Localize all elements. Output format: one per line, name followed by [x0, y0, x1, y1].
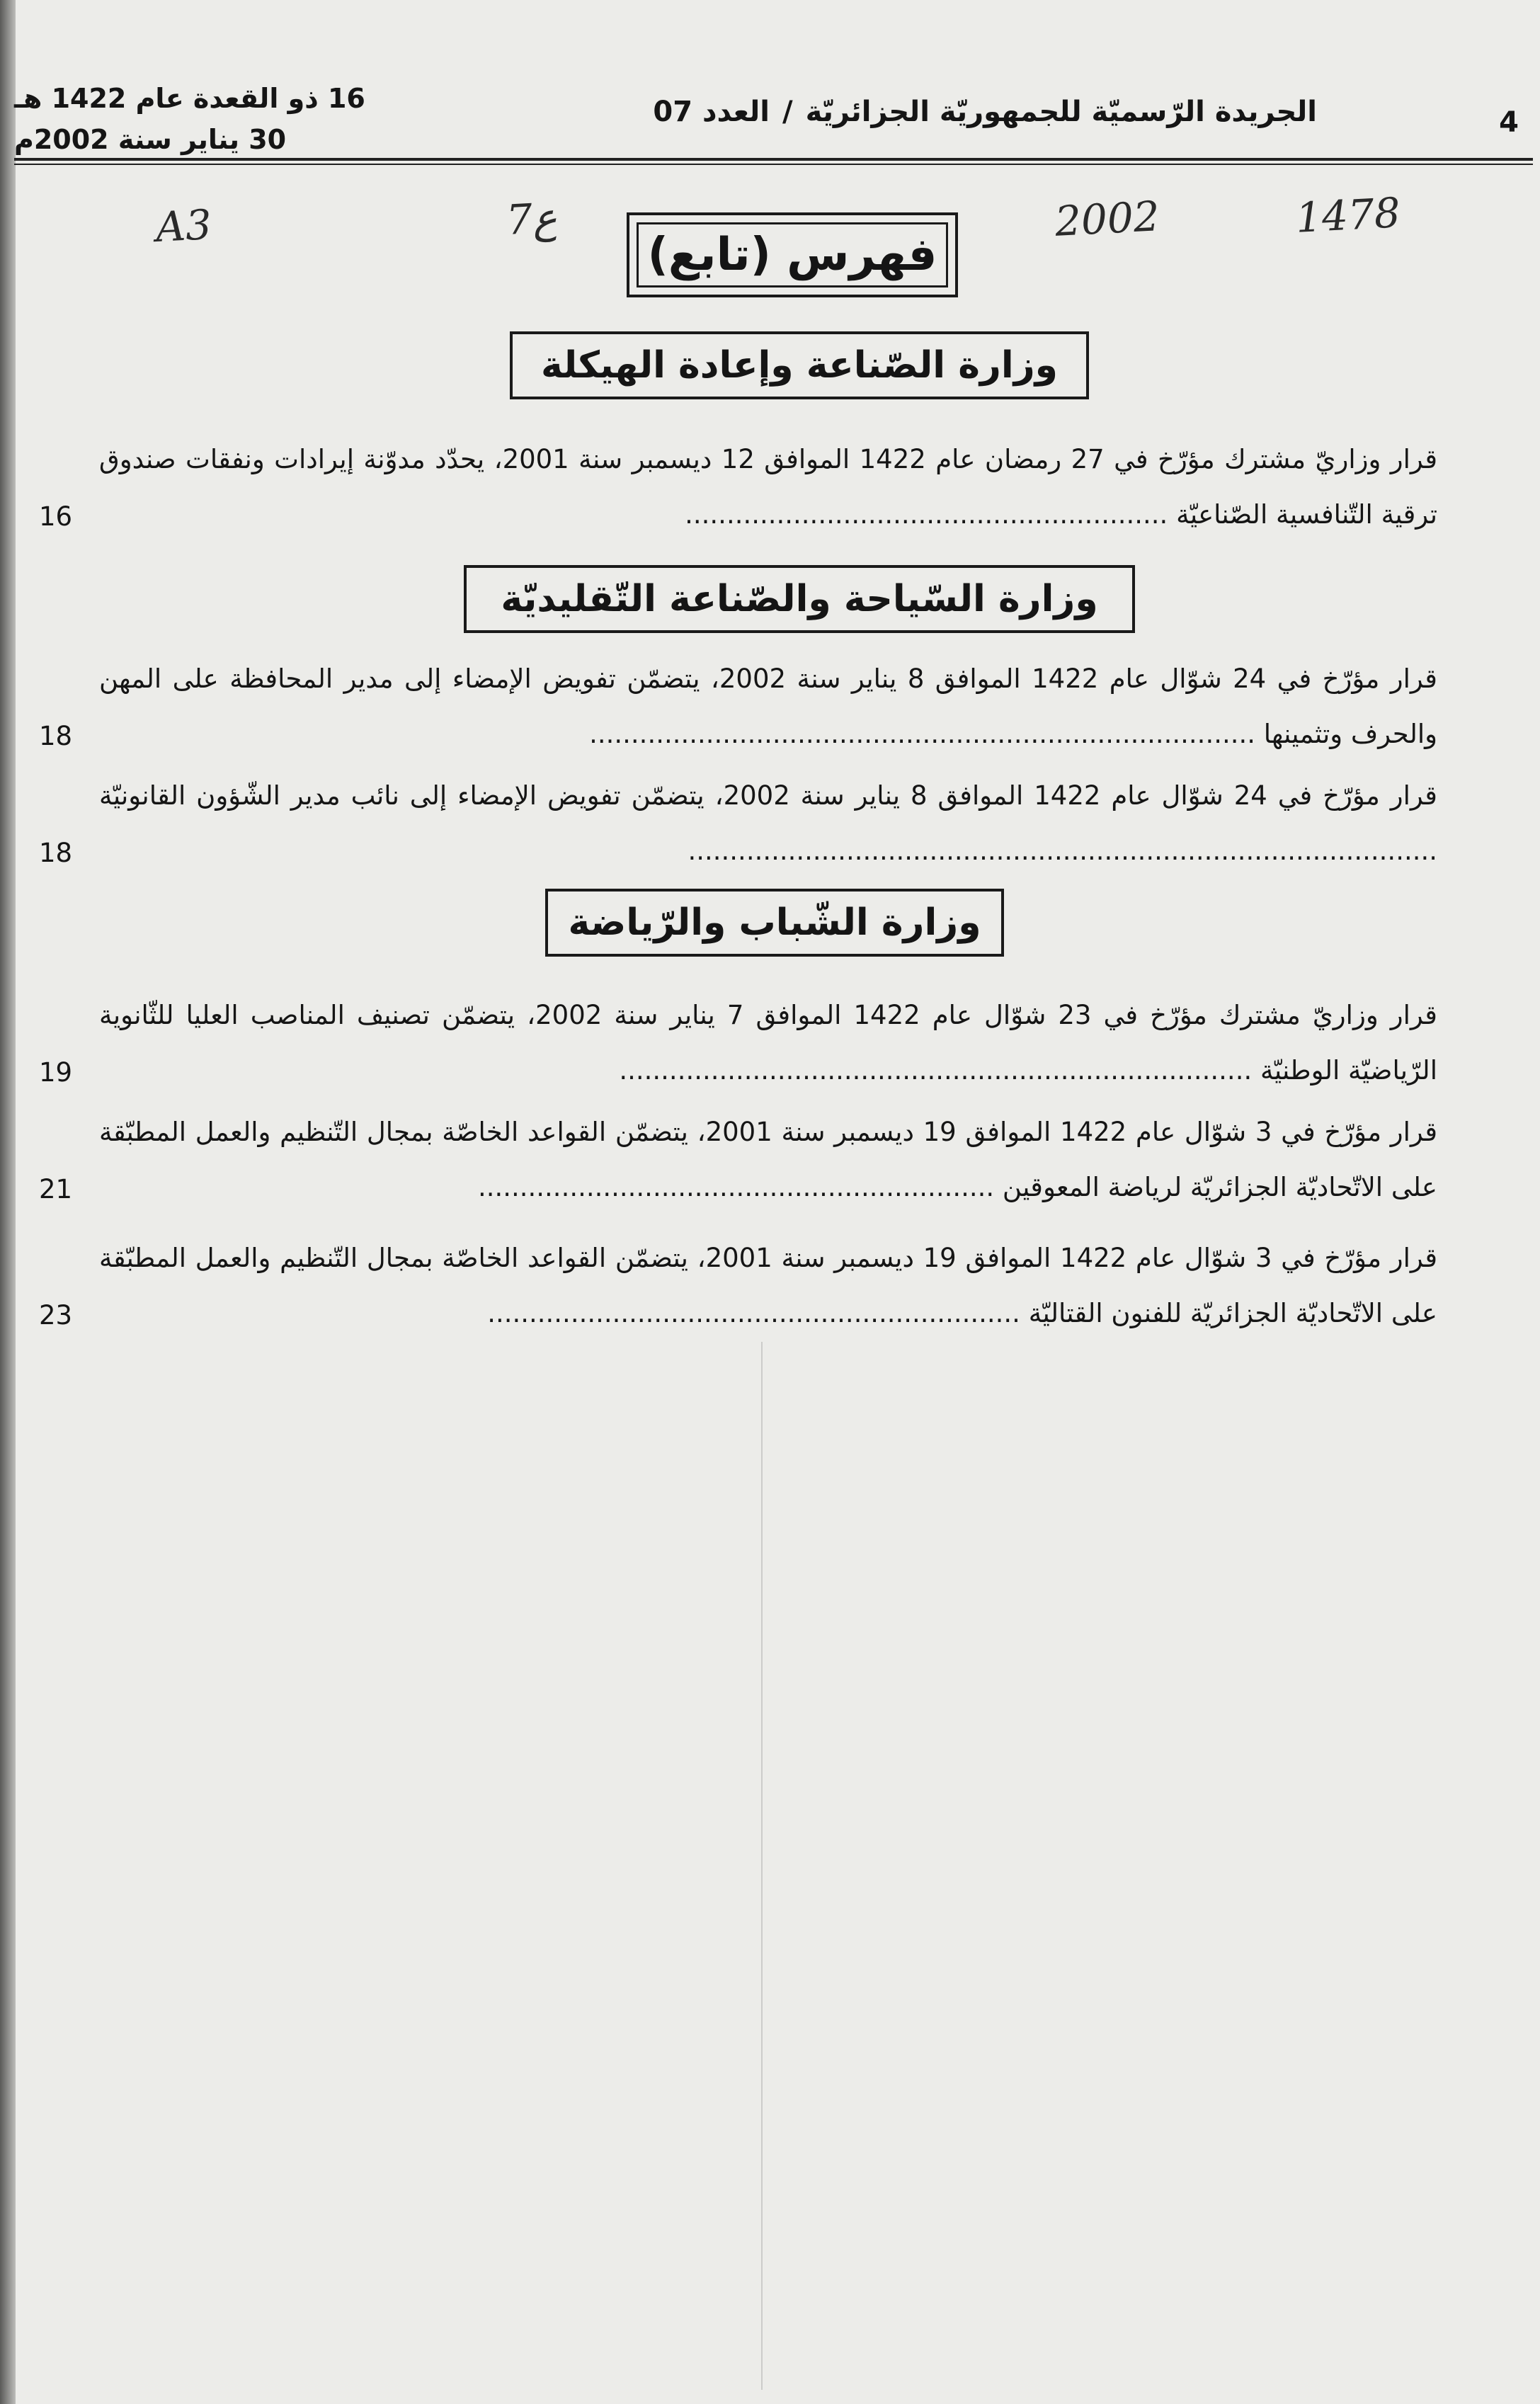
- index-entry: قرار مؤرّخ في 24 شوّال عام 1422 الموافق 8 يناير سنة 2002، يتضمّن تفويض الإمضاء إلى نائب مدير الشّؤون القانونيّة .......................................................................................... 18: [99, 768, 1437, 879]
- running-title: [538, 96, 1317, 128]
- entry-page-number: 19: [39, 1057, 73, 1088]
- entry-text: قرار وزاريّ مشترك مؤرّخ في 23 شوّال عام 1422 الموافق 7 يناير سنة 2002، يتضمّن تصنيف المناصب العليا للثّانوية الرّياضيّة الوطنيّة: [99, 1000, 1437, 1086]
- page-number: 4: [1499, 106, 1519, 139]
- entry-text: قرار مؤرّخ في 24 شوّال عام 1422 الموافق 8 يناير سنة 2002، يتضمّن تفويض الإمضاء إلى نائب مدير الشّؤون القانونيّة: [99, 780, 1437, 811]
- binding-shadow: [0, 0, 16, 2404]
- entry-page-number: 18: [39, 721, 73, 751]
- gregorian-date: 30 يناير سنة 2002م: [14, 124, 287, 155]
- entry-text: قرار مؤرّخ في 24 شوّال عام 1422 الموافق 8 يناير سنة 2002، يتضمّن تفويض الإمضاء إلى مدير المحافظة على المهن والحرف وتثمينها: [99, 663, 1437, 749]
- page-header: [0, 74, 1540, 156]
- hijri-date: 16 ذو القعدة عام 1422 هـ: [14, 83, 365, 114]
- index-entry: قرار مؤرّخ في 3 شوّال عام 1422 الموافق 19 ديسمبر سنة 2001، يتضمّن القواعد الخاصّة بمجال التّنظيم والعمل المطبّقة على الاتّحاديّة الجزائريّة لرياضة المعوقين .............................................................. 21: [99, 1105, 1437, 1215]
- handwritten-note-far-right: 1478: [1294, 188, 1402, 242]
- entry-page-number: 18: [39, 838, 73, 868]
- entry-page-number: 16: [39, 501, 73, 532]
- index-entry: قرار وزاريّ مشترك مؤرّخ في 27 رمضان عام 1422 الموافق 12 ديسمبر سنة 2001، يحدّد مدوّنة إيرادات ونفقات صندوق ترقية التّنافسية الصّناعيّة .......................................................... 16: [99, 432, 1437, 542]
- entry-text: قرار وزاريّ مشترك مؤرّخ في 27 رمضان عام 1422 الموافق 12 ديسمبر سنة 2001، يحدّد مدوّنة إيرادات ونفقات صندوق ترقية التّنافسية الصّناعيّة: [99, 444, 1438, 530]
- bleed-through-divider: [761, 1342, 763, 2390]
- issue-number: العدد 07: [653, 96, 770, 128]
- title-separator: /: [782, 96, 793, 128]
- entry-page-number: 21: [39, 1174, 73, 1204]
- header-rule-thin: [14, 164, 1533, 165]
- ministry-heading-youth-sports: وزارة الشّباب والرّياضة: [545, 889, 1004, 957]
- entry-text: قرار مؤرّخ في 3 شوّال عام 1422 الموافق 19 ديسمبر سنة 2001، يتضمّن القواعد الخاصّة بمجال التّنظيم والعمل المطبّقة على الاتّحاديّة الجزائريّة للفنون القتاليّة: [99, 1243, 1438, 1328]
- entry-page-number: 23: [39, 1300, 73, 1331]
- index-entry: قرار مؤرّخ في 24 شوّال عام 1422 الموافق 8 يناير سنة 2002، يتضمّن تفويض الإمضاء إلى مدير المحافظة على المهن والحرف وتثمينها ................................................................................ 18: [99, 651, 1437, 762]
- index-title: فهرس (تابع): [627, 212, 958, 297]
- index-entry: قرار وزاريّ مشترك مؤرّخ في 23 شوّال عام 1422 الموافق 7 يناير سنة 2002، يتضمّن تصنيف المناصب العليا للثّانوية الرّياضيّة الوطنيّة ............................................................................ 19: [99, 988, 1437, 1098]
- handwritten-note-mid: 7ع: [505, 193, 559, 244]
- ministry-heading-industry: وزارة الصّناعة وإعادة الهيكلة: [510, 331, 1089, 399]
- ministry-heading-tourism: وزارة السّياحة والصّناعة التّقليديّة: [464, 565, 1135, 633]
- header-rule: [14, 158, 1533, 161]
- handwritten-note-right: 2002: [1054, 192, 1161, 246]
- handwritten-note-left: A3: [154, 200, 213, 252]
- entry-text: قرار مؤرّخ في 3 شوّال عام 1422 الموافق 19 ديسمبر سنة 2001، يتضمّن القواعد الخاصّة بمجال التّنظيم والعمل المطبّقة على الاتّحاديّة الجزائريّة لرياضة المعوقين: [99, 1117, 1438, 1202]
- journal-name: الجريدة الرّسميّة للجمهوريّة الجزائريّة: [805, 96, 1317, 128]
- index-entry: قرار مؤرّخ في 3 شوّال عام 1422 الموافق 19 ديسمبر سنة 2001، يتضمّن القواعد الخاصّة بمجال التّنظيم والعمل المطبّقة على الاتّحاديّة الجزائريّة للفنون القتاليّة ................................................................ 23: [99, 1231, 1437, 1341]
